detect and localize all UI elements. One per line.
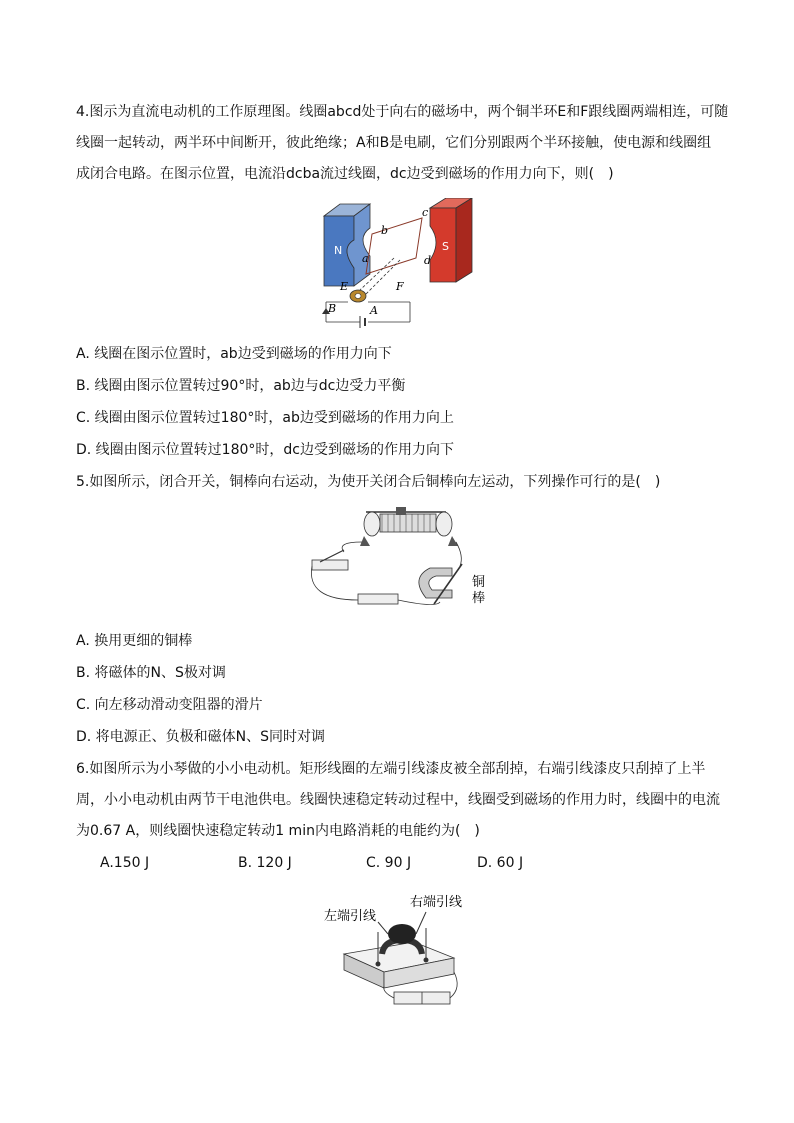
q4-option-b: B. 线圈由图示位置转过90°时，ab边与dc边受力平衡 [76, 378, 406, 394]
q6-option-b: B. 120 J [238, 855, 292, 871]
half-ring-label-e: E [340, 280, 349, 293]
q4-motor-diagram [312, 198, 482, 328]
q6-option-a: A.150 J [100, 855, 150, 871]
coil-label-c: c [422, 206, 429, 219]
q5-option-d: D. 将电源正、负极和磁体N、S同时对调 [76, 729, 326, 745]
q4-stem-line-2: 线圈一起转动，两半环中间断开，彼此绝缘；A和B是电刷，它们分别跟两个半环接触，使电源和线圈组 [76, 135, 712, 151]
right-lead-label: 右端引线 [410, 895, 463, 910]
coil-label-b: b [381, 224, 389, 237]
q5-option-b: B. 将磁体的N、S极对调 [76, 665, 226, 681]
half-ring-label-f: F [396, 280, 404, 293]
q6-option-d: D. 60 J [477, 855, 524, 871]
q5-option-c: C. 向左移动滑动变阻器的滑片 [76, 697, 263, 713]
q4-stem-line-1: 4.图示为直流电动机的工作原理图。线圈abcd处于向右的磁场中，两个铜半环E和F跟线圈两端相连，可随 [76, 104, 729, 120]
magnet-n-label: N [334, 244, 343, 257]
q5-rod-circuit-diagram [306, 506, 496, 610]
q4-option-d: D. 线圈由图示位置转过180°时，dc边受到磁场的作用力向下 [76, 442, 454, 458]
q4-stem-line-3: 成闭合电路。在图示位置，电流沿dcba流过线圈，dc边受到磁场的作用力向下，则( ) [76, 166, 614, 182]
rod-label-top: 铜 [472, 575, 486, 590]
coil-label-d: d [424, 254, 432, 267]
magnet-s-label: S [442, 240, 449, 253]
q6-stem-line-1: 6.如图所示为小琴做的小小电动机。矩形线圈的左端引线漆皮被全部刮掉，右端引线漆皮只刮掉了上半 [76, 761, 706, 777]
q4-option-c: C. 线圈由图示位置转过180°时，ab边受到磁场的作用力向上 [76, 410, 454, 426]
q6-small-motor-diagram [322, 892, 472, 1012]
brush-label-a: A [370, 304, 378, 317]
q6-stem-line-3: 为0.67 A，则线圈快速稳定转动1 min内电路消耗的电能约为( ) [76, 823, 480, 839]
left-lead-label: 左端引线 [324, 909, 377, 924]
q4-option-a: A. 线圈在图示位置时，ab边受到磁场的作用力向下 [76, 346, 392, 362]
q5-stem-line-1: 5.如图所示，闭合开关，铜棒向右运动，为使开关闭合后铜棒向左运动，下列操作可行的是( ) [76, 474, 661, 490]
q6-option-c: C. 90 J [366, 855, 412, 871]
q5-option-a: A. 换用更细的铜棒 [76, 633, 193, 649]
coil-label-a: a [362, 252, 369, 265]
q6-stem-line-2: 周，小小电动机由两节干电池供电。线圈快速稳定转动过程中，线圈受到磁场的作用力时，线圈中的电流 [76, 792, 720, 808]
brush-label-b: B [328, 302, 337, 315]
rod-label-bottom: 棒 [472, 591, 486, 606]
